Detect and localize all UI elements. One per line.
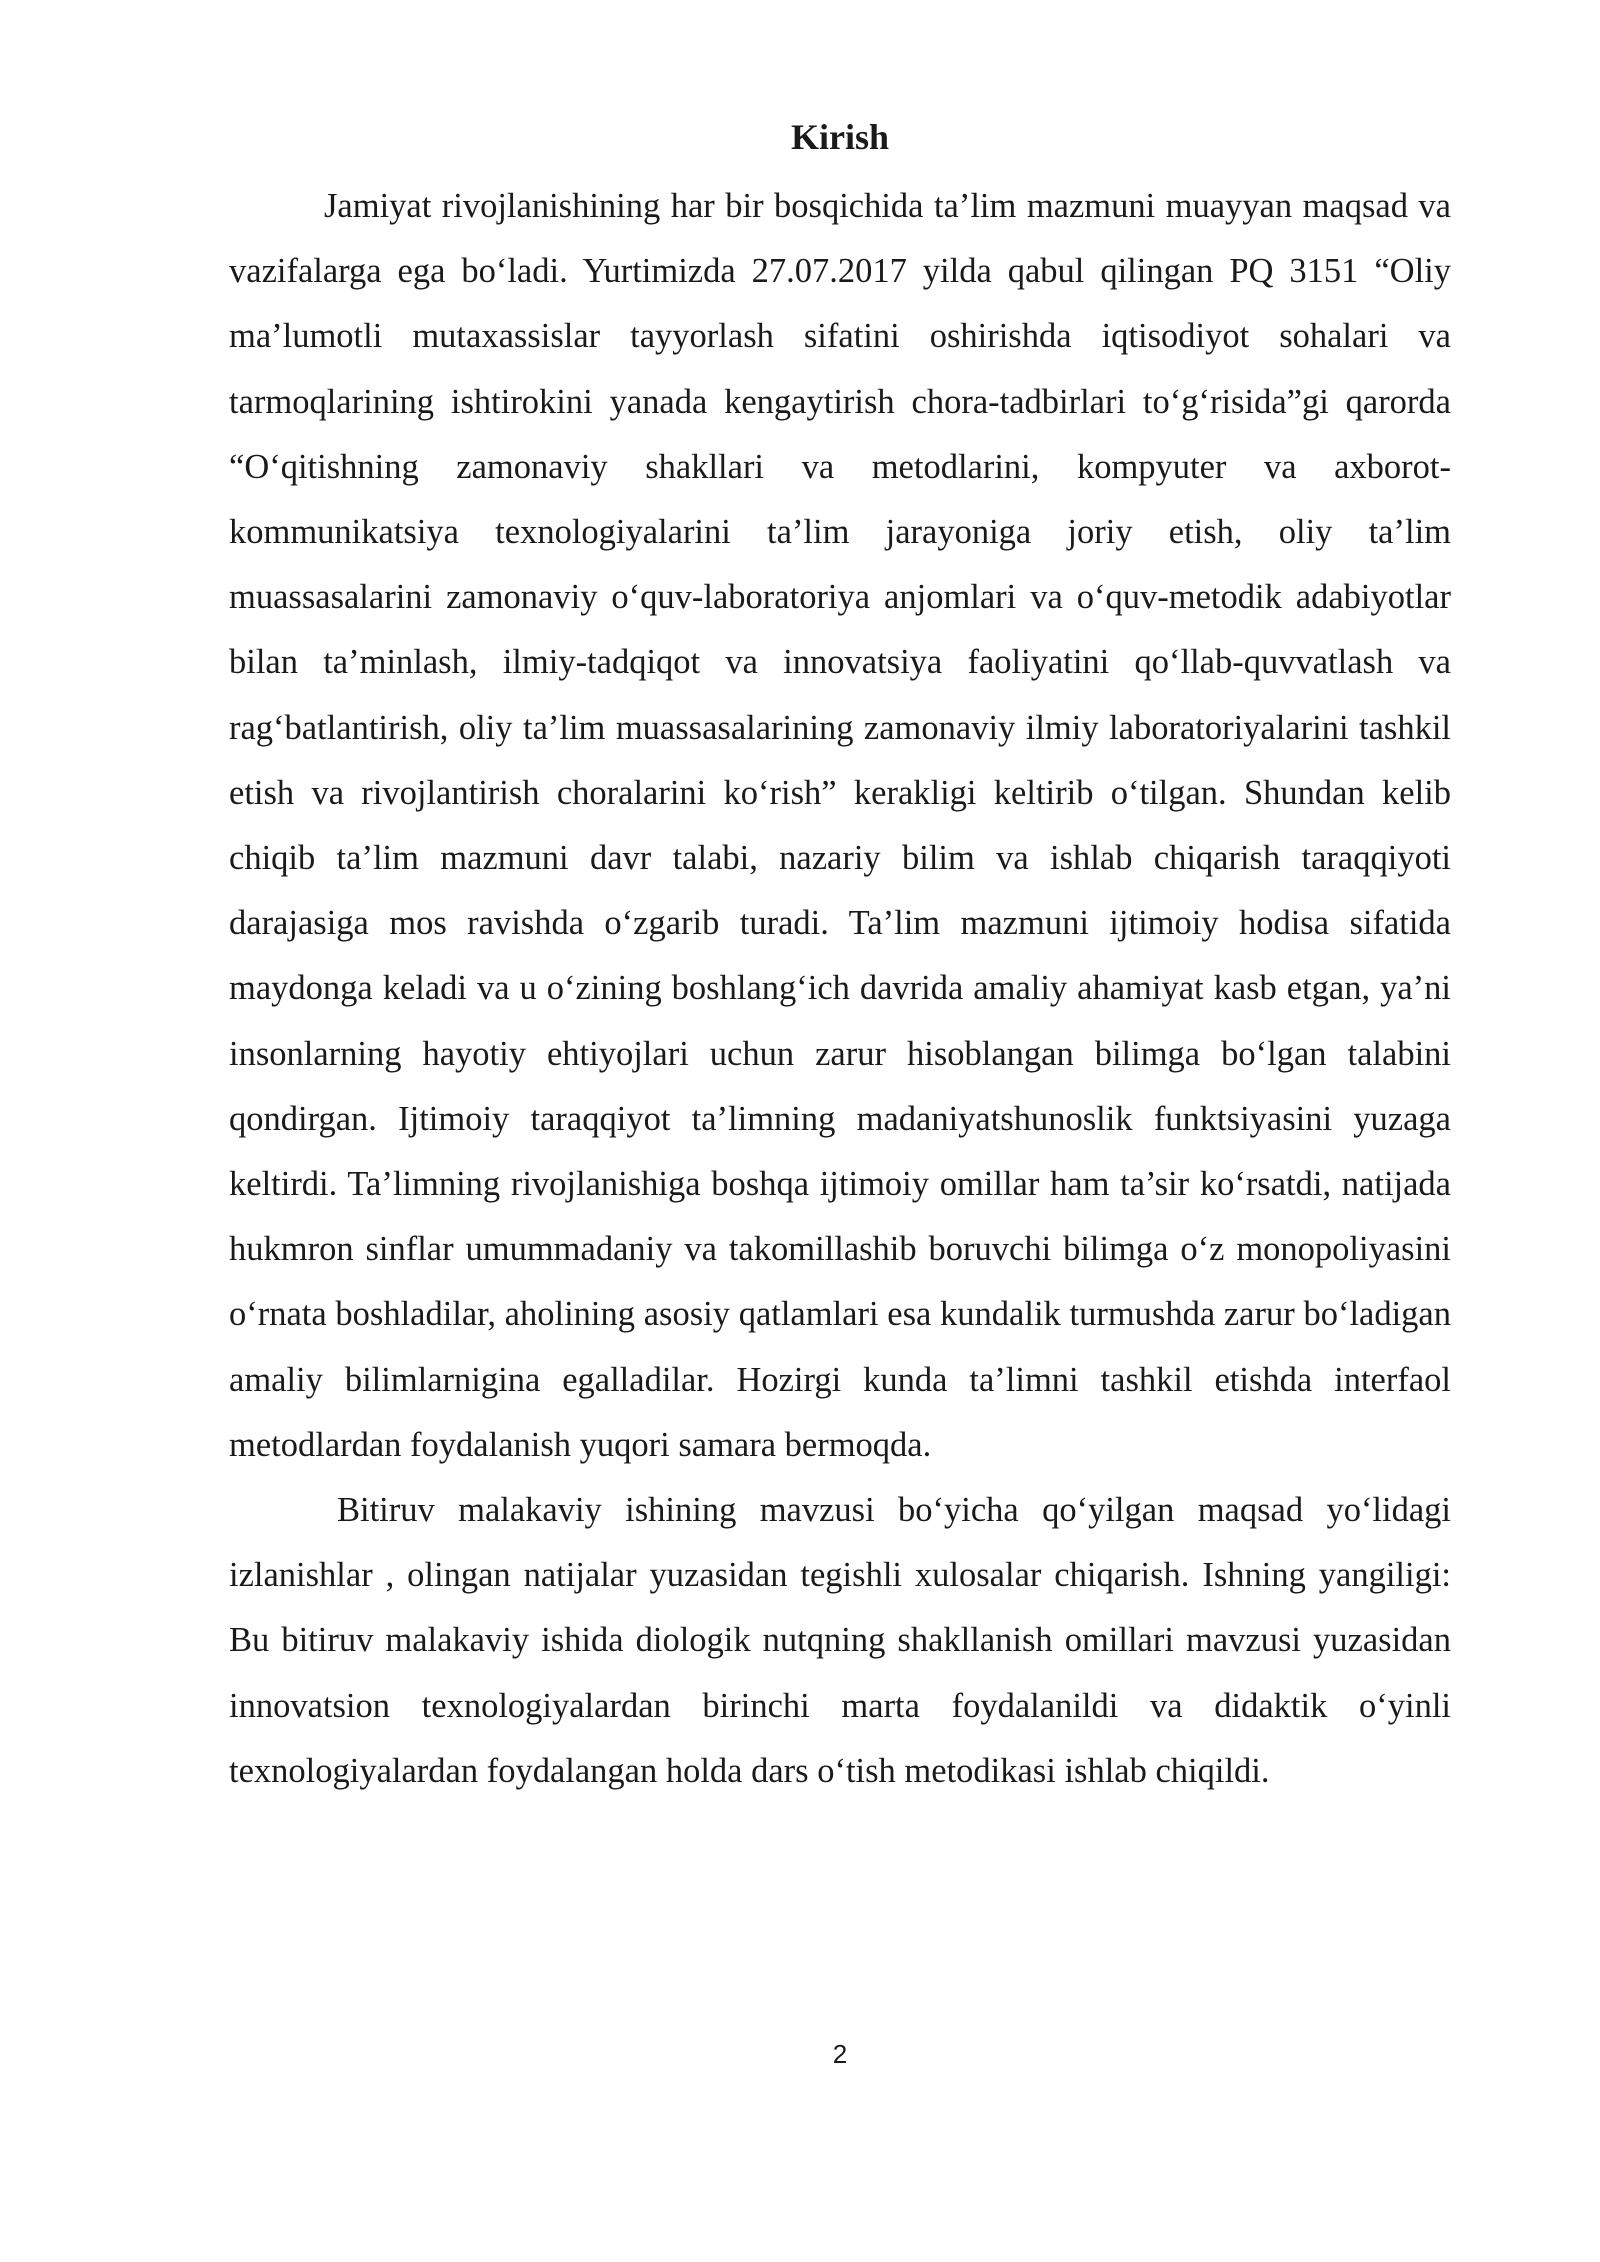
paragraph-introduction: Jamiyat rivojlanishining har bir bosqichida ta’lim mazmuni muayyan maqsad va vazifalarga ega bo‘ladi. Yurtimizda 27.07.2017 yilda qabul qilingan PQ 3151 “Oliy ma’lumotli mutaxassislar tayyorlash sifatini oshirishda iqtisodiyot sohalari va tarmoqlarining ishtirokini yanada kengaytirish chora-tadbirlari to‘g‘risida”gi qarorda “O‘qitishning zamonaviy shakllari va metodlarini, kompyuter va axborot-kommunikatsiya texnologiyalarini ta’lim jarayoniga joriy etish, oliy ta’lim muassasalarini zamonaviy o‘quv-laboratoriya anjomlari va o‘quv-metodik adabiyotlar bilan ta’minlash, ilmiy-tadqiqot va innovatsiya faoliyatini qo‘llab-quvvatlash va rag‘batlantirish, oliy ta’lim muassasalarining zamonaviy ilmiy laboratoriyalarini tashkil etish va rivojlantirish choralarini ko‘rish” kerakligi keltirib o‘tilgan. Shundan kelib chiqib ta’lim mazmuni davr talabi, nazariy bilim va ishlab chiqarish taraqqiyoti darajasiga mos ravishda o‘zgarib turadi. Ta’lim mazmuni ijtimoiy hodisa sifatida maydonga keladi va u o‘zining boshlang‘ich davrida amaliy ahamiyat kasb etgan, ya’ni insonlarning hayotiy ehtiyojlari uchun zarur hisoblangan bilimga bo‘lgan talabini qondirgan. Ijtimoiy taraqqiyot ta’limning madaniyatshunoslik funktsiyasini yuzaga keltirdi. Ta’limning rivojlanishiga boshqa ijtimoiy omillar ham ta’sir ko‘rsatdi, natijada hukmron sinflar umummadaniy va takomillashib boruvchi bilimga o‘z monopoliyasini o‘rnata boshladilar, aholining asosiy qatlamlari esa kundalik turmushda zarur bo‘ladigan amaliy bilimlarnigina egalladilar. Hozirgi kunda ta’limni tashkil etishda interfaol metodlardan foydalanish yuqori samara bermoqda. [229, 187, 1451, 1464]
body-text [229, 174, 1451, 1804]
page-number: 2 [832, 2039, 848, 2069]
section-heading: Kirish [790, 117, 889, 157]
paragraph-thesis-novelty: Bitiruv malakaviy ishining mavzusi bo‘yicha qo‘yilgan maqsad yo‘lidagi izlanishlar , olingan natijalar yuzasidan tegishli xulosalar chiqarish. Ishning yangiligi: Bu bitiruv malakaviy ishida diologik nutqning shakllanish omillari mavzusi yuzasidan innovatsion texnologiyalardan birinchi marta foydalanildi va didaktik o‘yinli texnologiyalardan foydalangan holda dars o‘tish metodikasi ishlab chiqildi. [229, 1491, 1451, 1790]
